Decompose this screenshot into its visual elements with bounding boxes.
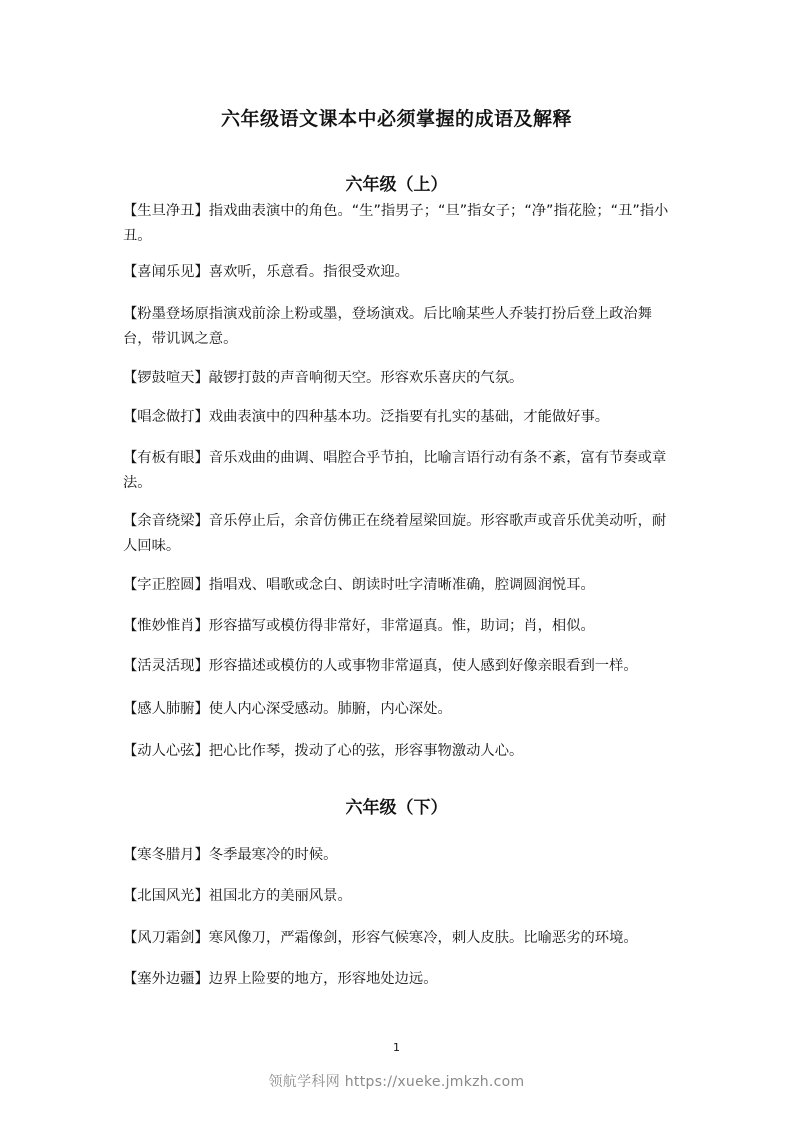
idiom-entry: 【生旦净丑】指戏曲表演中的角色。“生”指男子；“旦”指女子；“净”指花脸；“丑”指小丑。 (123, 203, 669, 244)
idiom-entry: 【动人心弦】把心比作琴，拨动了心的弦，形容事物激动人心。 (123, 743, 524, 759)
idiom-entry: 【唱念做打】戏曲表演中的四种基本功。泛指要有扎实的基础，才能做好事。 (123, 409, 610, 425)
idiom-entry: 【有板有眼】音乐戏曲的曲调、唱腔合乎节拍，比喻言语行动有条不紊，富有节奏或章法。 (123, 450, 667, 491)
idiom-entry: 【喜闻乐见】喜欢听，乐意看。指很受欢迎。 (123, 264, 409, 280)
idiom-entry: 【感人肺腑】使人内心深受感动。肺腑，内心深处。 (123, 701, 452, 717)
idiom-entry: 【北国风光】祖国北方的美丽风景。 (123, 888, 352, 904)
idiom-entry: 【活灵活现】形容描述或模仿的人或事物非常逼真，使人感到好像亲眼看到一样。 (123, 658, 638, 674)
idiom-entry: 【粉墨登场原指演戏前涂上粉或墨，登场演戏。后比喻某些人乔装打扮后登上政治舞台，带讥讽之意。 (123, 306, 652, 347)
page-number: 1 (393, 1041, 400, 1054)
idiom-entry: 【寒冬腊月】冬季最寒冷的时候。 (123, 847, 338, 863)
idiom-entry: 【余音绕梁】音乐停止后，余音仿佛正在绕着屋梁回旋。形容歌声或音乐优美动听，耐人回味。 (123, 513, 667, 554)
idiom-entry: 【字正腔圆】指唱戏、唱歌或念白、朗读时吐字清晰准确，腔调圆润悦耳。 (123, 577, 595, 593)
idiom-entry: 【惟妙惟肖】形容描写或模仿得非常好，非常逼真。惟，助词；肖，相似。 (123, 618, 595, 634)
section-heading-upper: 六年级（上） (345, 175, 448, 195)
idiom-entry: 【风刀霜剑】寒风像刀，严霜像剑，形容气候寒冷，刺人皮肤。比喻恶劣的环境。 (123, 930, 638, 946)
idiom-entry: 【塞外边疆】边界上险要的地方，形容地处边远。 (123, 971, 438, 987)
document-title: 六年级语文课本中必须掌握的成语及解释 (220, 108, 572, 130)
section-heading-lower: 六年级（下） (345, 798, 448, 818)
idiom-entry: 【锣鼓喧天】敲锣打鼓的声音响彻天空。形容欢乐喜庆的气氛。 (123, 370, 524, 386)
site-watermark: 领航学科网 https://xueke.jmkzh.com (268, 1074, 525, 1090)
